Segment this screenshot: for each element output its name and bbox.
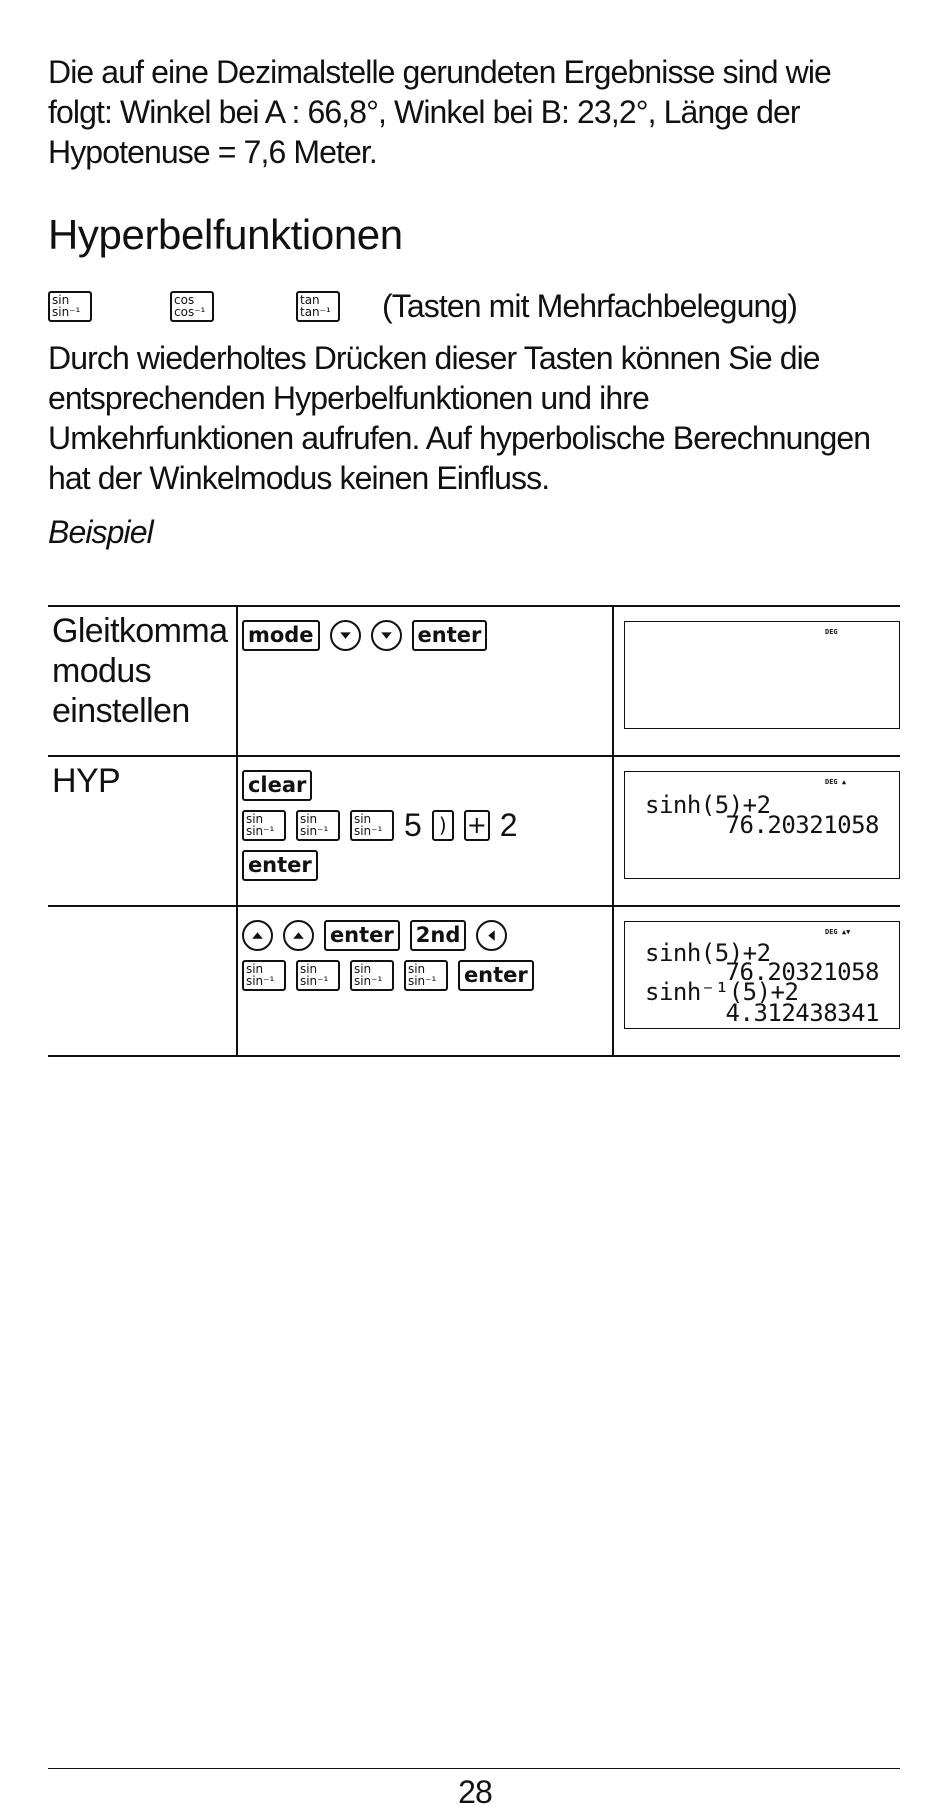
page-number: 28 xyxy=(458,1774,492,1810)
table-row xyxy=(48,756,900,906)
arrow-down-icon xyxy=(330,620,361,651)
sin-key: sin sin⁻¹ xyxy=(242,810,286,841)
sin-key: sin sin⁻¹ xyxy=(350,810,394,841)
screen-result: 76.20321058 xyxy=(725,958,879,986)
keystroke-cell xyxy=(237,906,613,1056)
calculator-screen xyxy=(624,771,900,879)
example-table xyxy=(48,605,900,1057)
sin-key: sin sin⁻¹ xyxy=(48,291,92,322)
intro-paragraph: Die auf eine Dezimalstelle gerundeten Ergebnisse sind wie folgt: Winkel bei A : 66,8°, Winkel bei B: 23,2°, Länge der Hypotenuse = 7,6 Meter. xyxy=(48,54,831,170)
screen-indicator: DEG xyxy=(825,628,838,636)
second-key: 2nd xyxy=(410,920,467,951)
screen-cell xyxy=(613,606,900,756)
screen-expression: sinh(5)+2 xyxy=(645,791,771,819)
example-label: Beispiel xyxy=(48,514,153,550)
page-content xyxy=(48,52,900,552)
enter-key: enter xyxy=(324,920,400,951)
screen-result: 4.312438341 xyxy=(725,999,879,1027)
table-row xyxy=(48,906,900,1056)
table-row xyxy=(48,606,900,756)
row-label: HYP xyxy=(48,756,237,906)
sin-key: sin sin⁻¹ xyxy=(404,960,448,991)
arrow-left-icon xyxy=(476,920,507,951)
section-heading: Hyperbelfunktionen xyxy=(48,211,403,258)
keys-line xyxy=(48,284,900,328)
sin-key: sin sin⁻¹ xyxy=(350,960,394,991)
sin-key: sin sin⁻¹ xyxy=(242,960,286,991)
plus-key: + xyxy=(464,810,490,841)
enter-key: enter xyxy=(412,620,488,651)
screen-expression: sinh⁻¹(5)+2 xyxy=(645,978,799,1006)
digit-five: 5 xyxy=(403,806,422,843)
calculator-screen xyxy=(624,921,900,1029)
sin-key: sin sin⁻¹ xyxy=(296,960,340,991)
screen-cell xyxy=(613,756,900,906)
keys-line-label: (Tasten mit Mehrfachbelegung) xyxy=(382,287,798,324)
close-paren-key: ) xyxy=(432,810,454,841)
screen-indicator: DEG ▲ xyxy=(825,778,847,786)
calculator-screen xyxy=(624,621,900,729)
mode-key: mode xyxy=(242,620,320,651)
screen-indicator: DEG ▲▼ xyxy=(825,928,851,936)
keystroke-cell xyxy=(237,756,613,906)
tan-key: tan tan⁻¹ xyxy=(296,291,340,322)
sin-key: sin sin⁻¹ xyxy=(296,810,340,841)
screen-result: 76.20321058 xyxy=(725,811,879,839)
enter-key: enter xyxy=(242,850,318,881)
digit-two: 2 xyxy=(499,806,518,843)
row-label: Gleitkomma modus einstellen xyxy=(48,606,237,756)
clear-key: clear xyxy=(242,770,312,801)
arrow-down-icon xyxy=(371,620,402,651)
screen-cell xyxy=(613,906,900,1056)
enter-key: enter xyxy=(458,960,534,991)
screen-expression: sinh(5)+2 xyxy=(645,939,771,967)
keystroke-cell xyxy=(237,606,613,756)
description-paragraph: Durch wiederholtes Drücken dieser Tasten können Sie die entsprechenden Hyperbelfunktionen und ihre Umkehrfunktionen aufrufen. Auf hyperbolische Berechnungen hat der Winkelmodus keinen Einfluss. xyxy=(48,340,871,496)
row-label xyxy=(48,906,237,1056)
arrow-up-icon xyxy=(242,920,273,951)
arrow-up-icon xyxy=(283,920,314,951)
cos-key: cos cos⁻¹ xyxy=(170,291,214,322)
footer-rule xyxy=(48,1768,900,1769)
